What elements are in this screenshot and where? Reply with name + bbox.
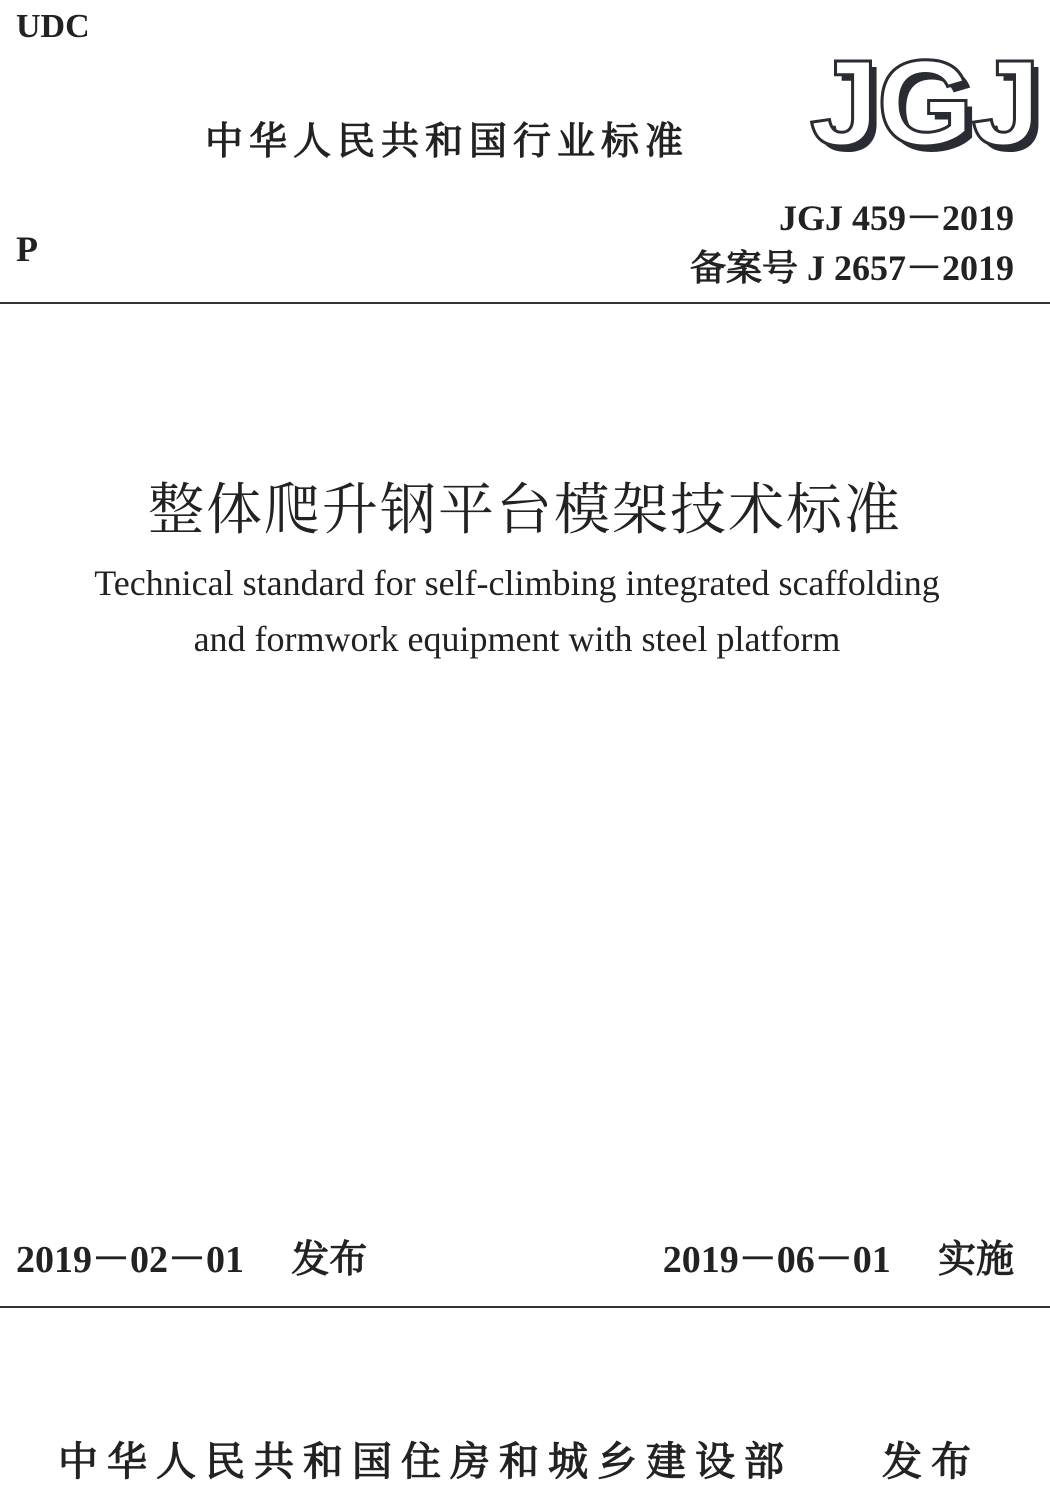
top-divider (0, 302, 1050, 304)
jgj-logo: JGJ (809, 35, 1039, 171)
record-number: 备案号 J 2657－2019 (689, 248, 1014, 288)
effective-date: 2019－06－01 (662, 1239, 891, 1281)
classification-code: P (16, 229, 38, 269)
issue-label: 发布 (291, 1237, 368, 1281)
publish-label: 发布 (882, 1439, 980, 1485)
issuing-department: 中华人民共和国住房和城乡建设部 (58, 1439, 793, 1485)
title-english-line1: Technical standard for self-climbing integrated scaffolding (94, 563, 940, 603)
issue-date: 2019－02－01 (16, 1239, 245, 1281)
standard-code: JGJ 459－2019 (778, 198, 1014, 238)
effective-date-block (663, 1228, 1014, 1283)
industry-standard-heading: 中华人民共和国行业标准 (205, 119, 690, 163)
title-chinese: 整体爬升钢平台模架技术标准 (148, 478, 902, 543)
bottom-divider (0, 1306, 1050, 1308)
title-english-line2: and formwork equipment with steel platform (193, 619, 841, 659)
udc-label: UDC (16, 8, 90, 45)
effective-label: 实施 (937, 1237, 1014, 1281)
issue-date-block (16, 1228, 367, 1283)
